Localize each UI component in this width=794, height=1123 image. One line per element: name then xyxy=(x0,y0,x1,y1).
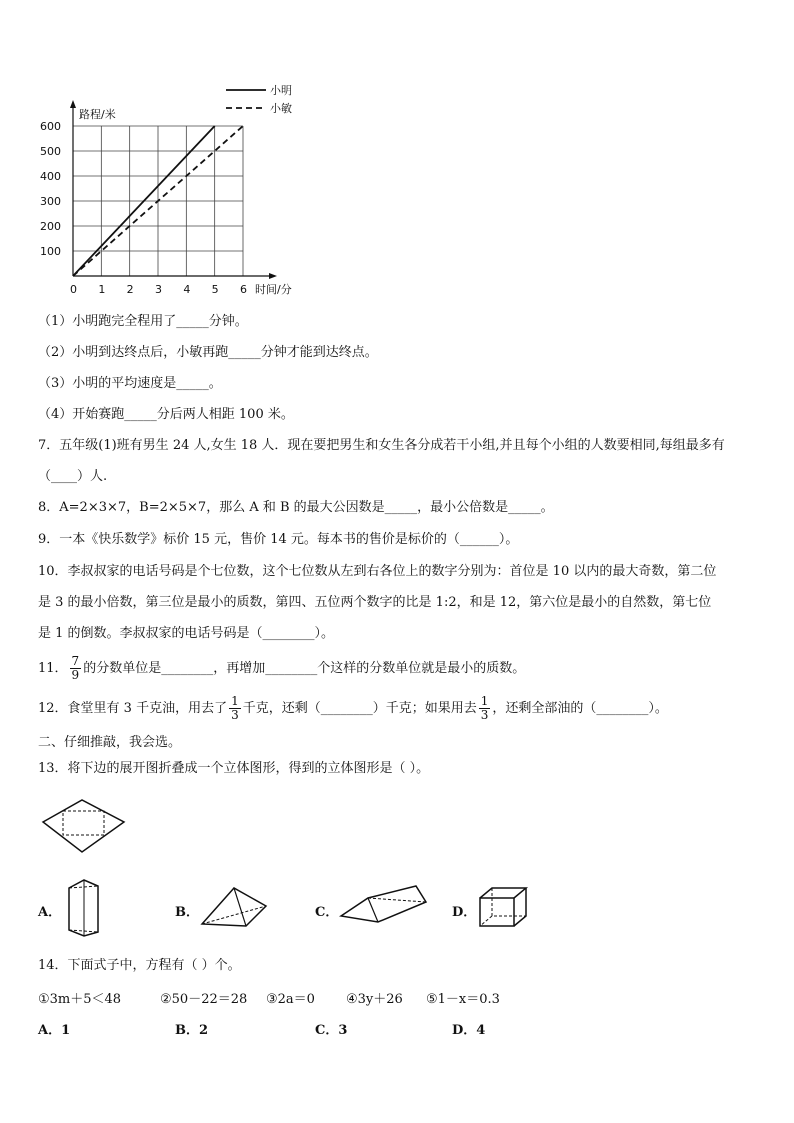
y-tick-label: 500 xyxy=(40,145,61,158)
q13-text: 13．将下边的展开图折叠成一个立体图形，得到的立体图形是（ ）。 xyxy=(38,761,430,776)
x-axis-label: 时间/分 xyxy=(255,283,292,296)
q11-numerator: 7 xyxy=(71,654,80,668)
x-tick-label: 2 xyxy=(126,283,134,296)
q7-line-1: 7．五年级(1)班有男生 24 人,女生 18 人．现在要把男生和女生各分成若干小组,并且每个小组的人数要相同,每组最多有 xyxy=(38,438,725,453)
chart-ticks xyxy=(40,120,247,296)
y-axis-label: 路程/米 xyxy=(79,108,116,121)
q12-numerator-1: 1 xyxy=(231,694,239,708)
x-tick-label: 4 xyxy=(183,283,191,296)
y-tick-label: 400 xyxy=(40,170,61,183)
q10-line-2: 是 3 的最小倍数，第三位是最小的质数，第四、五位两个数字的比是 1:2，和是 12，第六位是最小的自然数，第七位 xyxy=(38,595,712,610)
y-axis-arrow xyxy=(70,100,76,108)
q12-fraction-1 xyxy=(229,695,241,722)
option-d-cube-figure xyxy=(476,884,532,930)
q11-denominator: 9 xyxy=(71,668,80,682)
q14-expr-5: ⑤1－x＝0.3 xyxy=(426,992,500,1007)
option-a-prism-figure xyxy=(64,878,106,938)
q12-fraction-2 xyxy=(479,695,491,722)
q12-numerator-2: 1 xyxy=(480,694,489,708)
q14-expr-1: ①3m＋5＜48 xyxy=(38,992,122,1007)
q12-part-2: 千克，还剩（________）千克；如果用去 xyxy=(242,701,477,716)
q12-part-1: 12．食堂里有 3 千克油，用去了 xyxy=(38,701,228,716)
y-tick-label: 600 xyxy=(40,120,61,133)
q6-part-1: （1）小明跑完全程用了_____分钟。 xyxy=(38,314,248,329)
q11-suffix: 的分数单位是________，再增加________个这样的分数单位就是最小的质数。 xyxy=(83,661,526,676)
chart-axes xyxy=(70,100,292,296)
q14-option-d[interactable]: D．4 xyxy=(452,1023,486,1038)
q14-text: 14．下面式子中，方程有（ ）个。 xyxy=(38,958,241,973)
q14-option-a[interactable]: A．1 xyxy=(38,1023,71,1038)
q14-expr-2: ②50－22＝28 xyxy=(160,992,248,1007)
q13-option-d[interactable]: D． xyxy=(452,905,477,920)
q13-option-a[interactable]: A． xyxy=(38,905,62,920)
x-tick-label: 5 xyxy=(211,283,219,296)
q14-expr-4: ④3y＋26 xyxy=(346,992,403,1007)
y-tick-label: 200 xyxy=(40,220,61,233)
q14-option-b[interactable]: B．2 xyxy=(175,1023,209,1038)
q13-option-c[interactable]: C． xyxy=(315,905,339,920)
option-c-prism-figure xyxy=(338,882,430,928)
net-diagram xyxy=(38,790,130,860)
legend-label-1: 小明 xyxy=(270,84,292,97)
y-tick-label: 100 xyxy=(40,245,61,258)
x-tick-label: 3 xyxy=(155,283,162,296)
q11-prefix: 11． xyxy=(38,661,68,676)
x-tick-label: 6 xyxy=(240,283,247,296)
x-tick-label: 1 xyxy=(98,283,106,296)
section-2-heading: 二、仔细推敲，我会选。 xyxy=(38,735,182,750)
x-axis-arrow xyxy=(269,273,277,279)
q14-option-c[interactable]: C．3 xyxy=(315,1023,348,1038)
q12-part-3: ，还剩全部油的（________）。 xyxy=(492,701,668,716)
q7-line-2: （____）人. xyxy=(38,469,108,484)
q12-denominator-1: 3 xyxy=(231,708,239,722)
legend-label-2: 小敏 xyxy=(270,102,292,115)
q9: 9．一本《快乐数学》标价 15 元，售价 14 元。每本书的售价是标价的（______）。 xyxy=(38,532,519,547)
q10-line-1: 10．李叔叔家的电话号码是个七位数，这个七位数从左到右各位上的数字分别为：首位是 10 以内的最大奇数，第二位 xyxy=(38,564,717,579)
q6-part-4: （4）开始赛跑_____分后两人相距 100 米。 xyxy=(38,407,294,422)
q13-option-b[interactable]: B． xyxy=(175,905,199,920)
chart-legend xyxy=(226,83,292,115)
q12 xyxy=(38,695,668,722)
y-tick-label: 300 xyxy=(40,195,61,208)
q8: 8．A=2×3×7，B=2×5×7，那么 A 和 B 的最大公因数是_____，最小公倍数是_____。 xyxy=(38,500,554,515)
q11 xyxy=(38,655,525,682)
q11-fraction xyxy=(70,655,82,682)
option-b-pyramid-figure xyxy=(198,884,270,930)
x-tick-label: 0 xyxy=(70,283,77,296)
q14-expr-3: ③2a＝0 xyxy=(266,992,315,1007)
q6-part-2: （2）小明到达终点后，小敏再跑_____分钟才能到达终点。 xyxy=(38,345,378,360)
q6-part-3: （3）小明的平均速度是_____。 xyxy=(38,376,222,391)
q12-denominator-2: 3 xyxy=(480,708,489,722)
distance-time-chart xyxy=(30,78,330,308)
q10-line-3: 是 1 的倒数。李叔叔家的电话号码是（________）。 xyxy=(38,626,335,641)
